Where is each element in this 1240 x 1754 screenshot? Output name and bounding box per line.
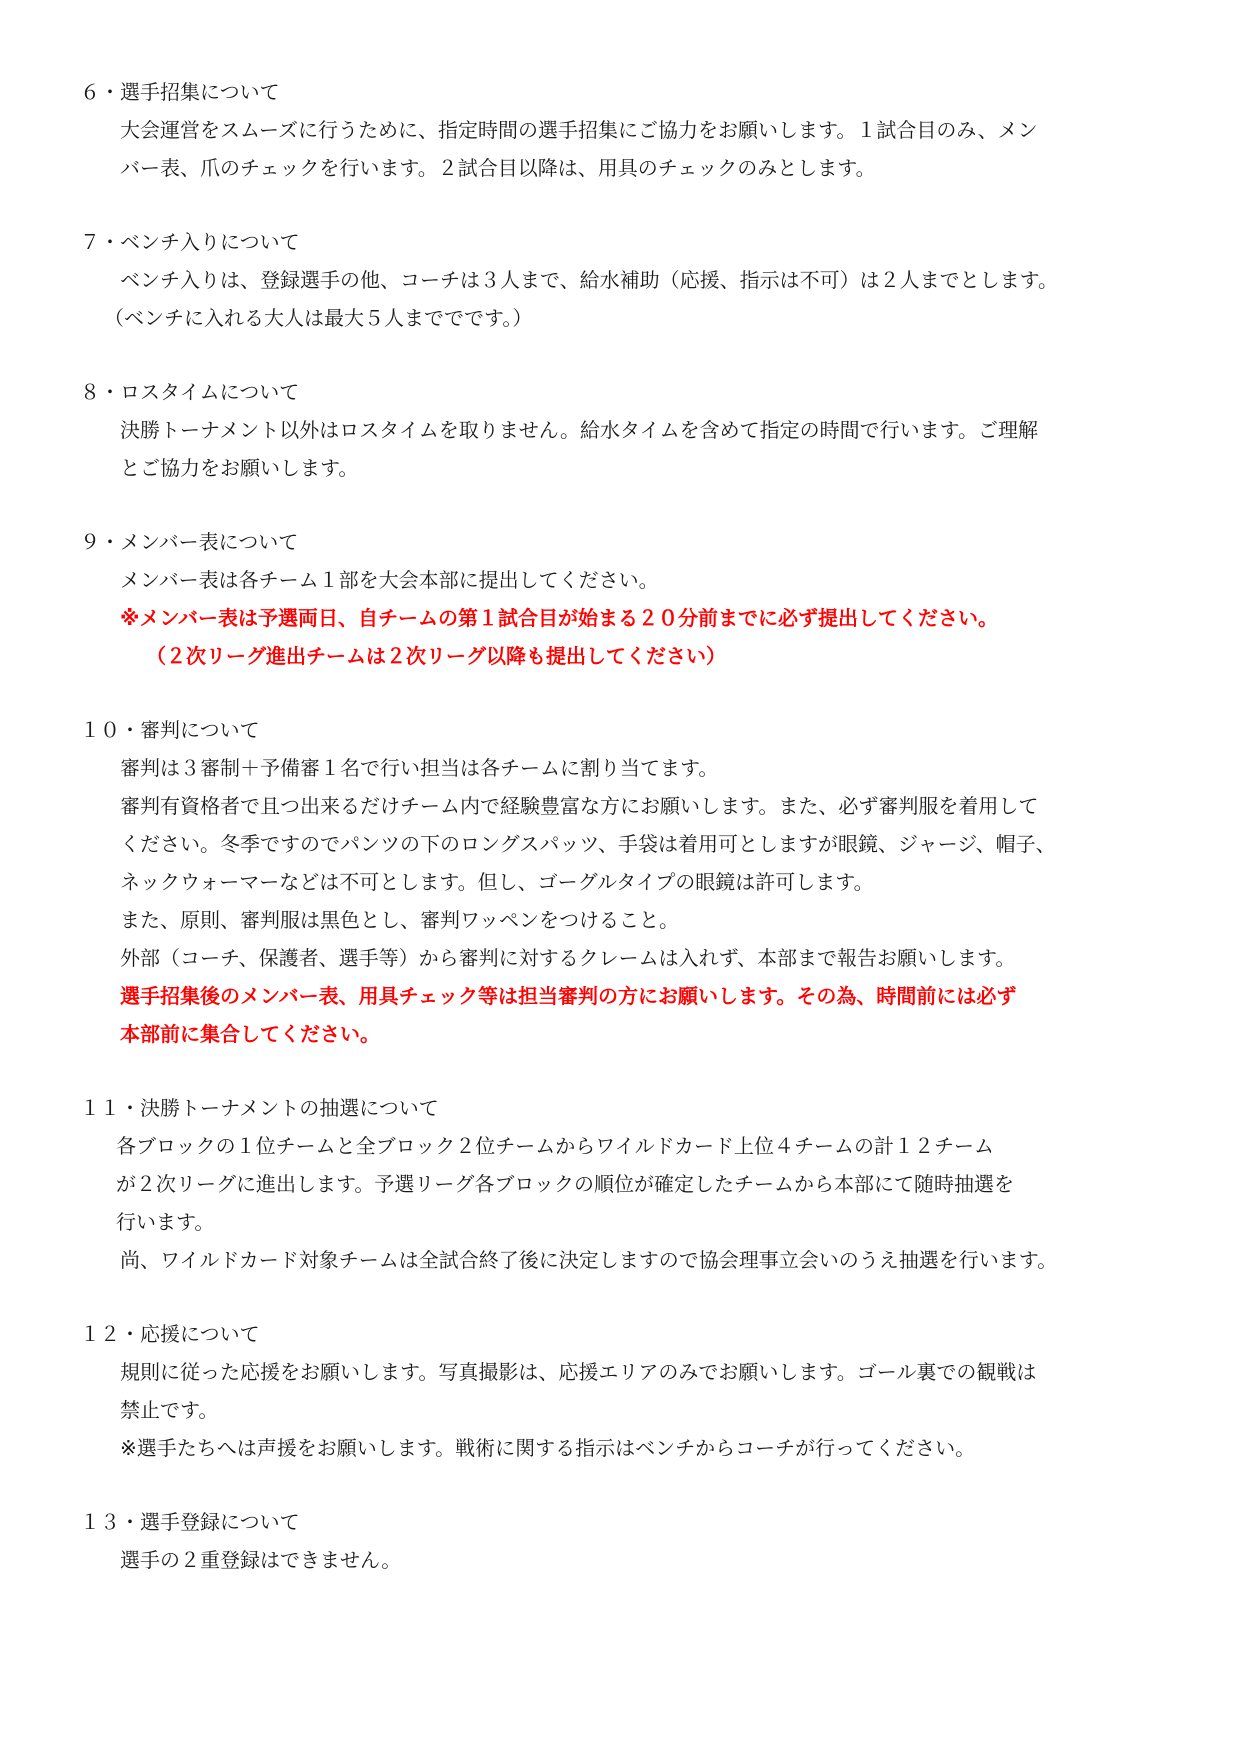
section-10-line-8-emphasis: 本部前に集合してください。 [120,1022,380,1046]
section-7-line-1: ベンチ入りは、登録選手の他、コーチは３人まで、給水補助（応援、指示は不可）は２人までとします。 [120,268,1058,292]
section-11-line-1: 各ブロックの１位チームと全ブロック２位チームからワイルドカード上位４チームの計１２チーム [116,1134,994,1158]
section-6-heading: ６・選手招集について [80,80,280,104]
section-6-line-2: バー表、爪のチェックを行います。２試合目以降は、用具のチェックのみとします。 [120,156,876,180]
section-10-line-2: 審判有資格者で且つ出来るだけチーム内で経験豊富な方にお願いします。また、必ず審判服を着用して [120,794,1039,818]
section-8-line-1: 決勝トーナメント以外はロスタイムを取りません。給水タイムを含めて指定の時間で行います。ご理解 [120,418,1038,442]
section-10-heading: １０・審判について [80,718,260,742]
section-11-line-2: が２次リーグに進出します。予選リーグ各ブロックの順位が確定したチームから本部にて随時抽選を [116,1172,1014,1196]
section-13-line-1: 選手の２重登録はできません。 [120,1548,402,1572]
section-12-line-1: 規則に従った応援をお願いします。写真撮影は、応援エリアのみでお願いします。ゴール裏での観戦は [120,1360,1037,1384]
section-8-line-2: とご協力をお願いします。 [120,456,359,480]
section-12-line-2: 禁止です。 [120,1398,219,1422]
section-9-line-2-emphasis: ※メンバー表は予選両日、自チームの第１試合目が始まる２０分前までに必ず提出してください。 [120,606,999,630]
section-12-line-3: ※選手たちへは声援をお願いします。戦術に関する指示はベンチからコーチが行ってください。 [120,1436,976,1460]
section-12-heading: １２・応援について [80,1322,260,1346]
section-11-heading: １１・決勝トーナメントの抽選について [80,1096,439,1120]
section-7-heading: ７・ベンチ入りについて [80,230,300,254]
section-9-line-3-emphasis: （２次リーグ進出チームは２次リーグ以降も提出してください） [146,644,726,668]
section-13-heading: １３・選手登録について [80,1510,300,1534]
section-10-line-1: 審判は３審制＋予備審１名で行い担当は各チームに割り当てます。 [120,756,719,780]
section-8-heading: ８・ロスタイムについて [80,380,300,404]
section-10-line-4: ネックウォーマーなどは不可とします。但し、ゴーグルタイプの眼鏡は許可します。 [120,870,874,894]
section-10-line-5: また、原則、審判服は黒色とし、審判ワッペンをつけること。 [120,908,679,932]
section-7-line-2: （ベンチに入れる大人は最大５人まででです。） [104,306,533,330]
section-11-line-3: 行います。 [116,1210,215,1234]
section-11-line-4: 尚、ワイルドカード対象チームは全試合終了後に決定しますので協会理事立会いのうえ抽選を行います。 [120,1248,1058,1272]
section-9-line-1: メンバー表は各チーム１部を大会本部に提出してください。 [120,568,659,592]
section-10-line-7-emphasis: 選手招集後のメンバー表、用具チェック等は担当審判の方にお願いします。その為、時間前には必ず [120,984,1017,1008]
section-9-heading: ９・メンバー表について [80,530,299,554]
section-6-line-1: 大会運営をスムーズに行うために、指定時間の選手招集にご協力をお願いします。１試合目のみ、メン [120,118,1038,142]
section-10-line-3: ください。冬季ですのでパンツの下のロングスパッツ、手袋は着用可としますが眼鏡、ジャージ、帽子、 [120,832,1056,856]
section-10-line-6: 外部（コーチ、保護者、選手等）から審判に対するクレームは入れず、本部まで報告お願いします。 [120,946,1016,970]
